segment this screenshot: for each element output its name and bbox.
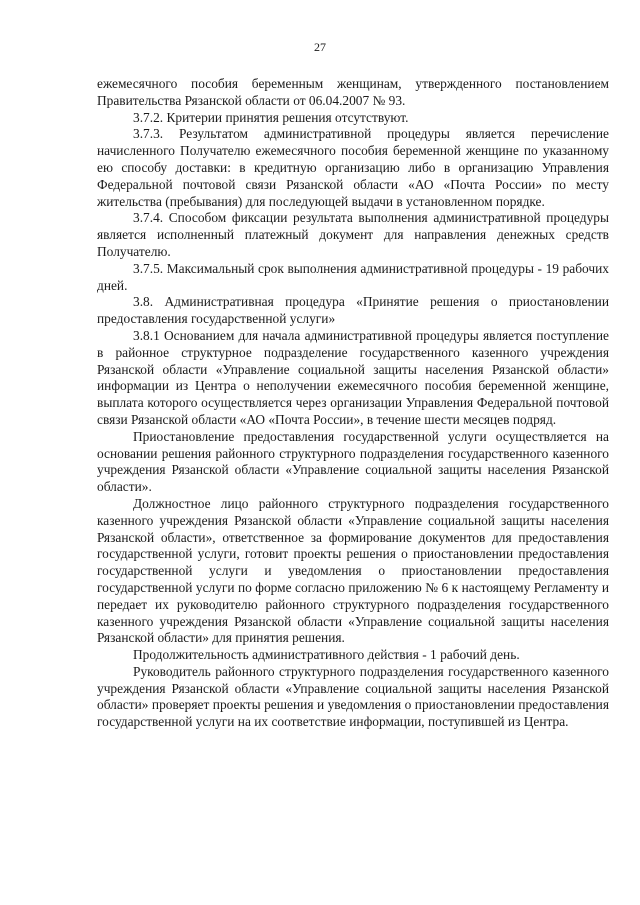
paragraph-suspension-basis: Приостановление предоставления государственной услуги осуществляется на основании решения районного структурного подразделения государственного казенного учреждения Рязанской области «Управление социальной защиты населения Рязанской области». [97, 428, 609, 495]
paragraph-duration: Продолжительность административного действия - 1 рабочий день. [133, 647, 520, 663]
paragraph-continuation: ежемесячного пособия беременным женщинам, утвержденного постановлением Правительства Рязанской области от 06.04.2007 № 93. [97, 76, 609, 108]
paragraph-3-7-3: 3.7.3. Результатом административной процедуры является перечисление начисленного Получателю ежемесячного пособия беременной женщине по указанному ею способу доставки: в кредитную организацию либо в организацию Управления Федеральной почтовой связи Рязанской области «АО «Почта России» по месту жительства (пребывания) для последующей выдачи в установленном порядке. [97, 126, 609, 209]
paragraph-3-7-5: 3.7.5. Максимальный срок выполнения административной процедуры - 19 рабочих дней. [97, 260, 609, 293]
paragraph-3-7-4: 3.7.4. Способом фиксации результата выполнения административной процедуры является исполненный платежный документ для направления денежных средств Получателю. [97, 210, 609, 259]
paragraph-3-8-heading: 3.8. Административная процедура «Принятие решения о приостановлении предоставления государственной услуги» [97, 294, 609, 327]
page-number: 27 [314, 40, 326, 54]
paragraph-head-review: Руководитель районного структурного подразделения государственного казенного учреждения Рязанской области «Управление социальной защиты населения Рязанской области» проверяет проекты решения и уведомления о приостановлении предоставления государственной услуги на их соответствие информации, поступившей из Центра. [97, 663, 609, 730]
document-body [97, 76, 609, 731]
paragraph-3-7-2: 3.7.2. Критерии принятия решения отсутствуют. [133, 109, 409, 125]
paragraph-official-duties: Должностное лицо районного структурного подразделения государственного казенного учреждения Рязанской области «Управление социальной защиты населения Рязанской области», ответственное за формирование документов для предоставления государственной услуги, готовит проекты решения о приостановлении предоставления государственной услуги и уведомления о приостановлении предоставления государственной услуги по форме согласно приложению № 6 к настоящему Регламенту и передает их руководителю районного структурного подразделения государственного казенного учреждения Рязанской области «Управление социальной защиты населения Рязанской области» для принятия решения. [97, 495, 609, 646]
paragraph-3-8-1: 3.8.1 Основанием для начала административной процедуры является поступление в районное структурное подразделение государственного казенного учреждения Рязанской области «Управление социальной защиты населения Рязанской области» информации из Центра о неполучении ежемесячного пособия беременной женщине, выплата которого осуществляется через организации Управления Федеральной почтовой связи Рязанской области «АО «Почта России», в течение шести месяцев подряд. [97, 327, 609, 427]
